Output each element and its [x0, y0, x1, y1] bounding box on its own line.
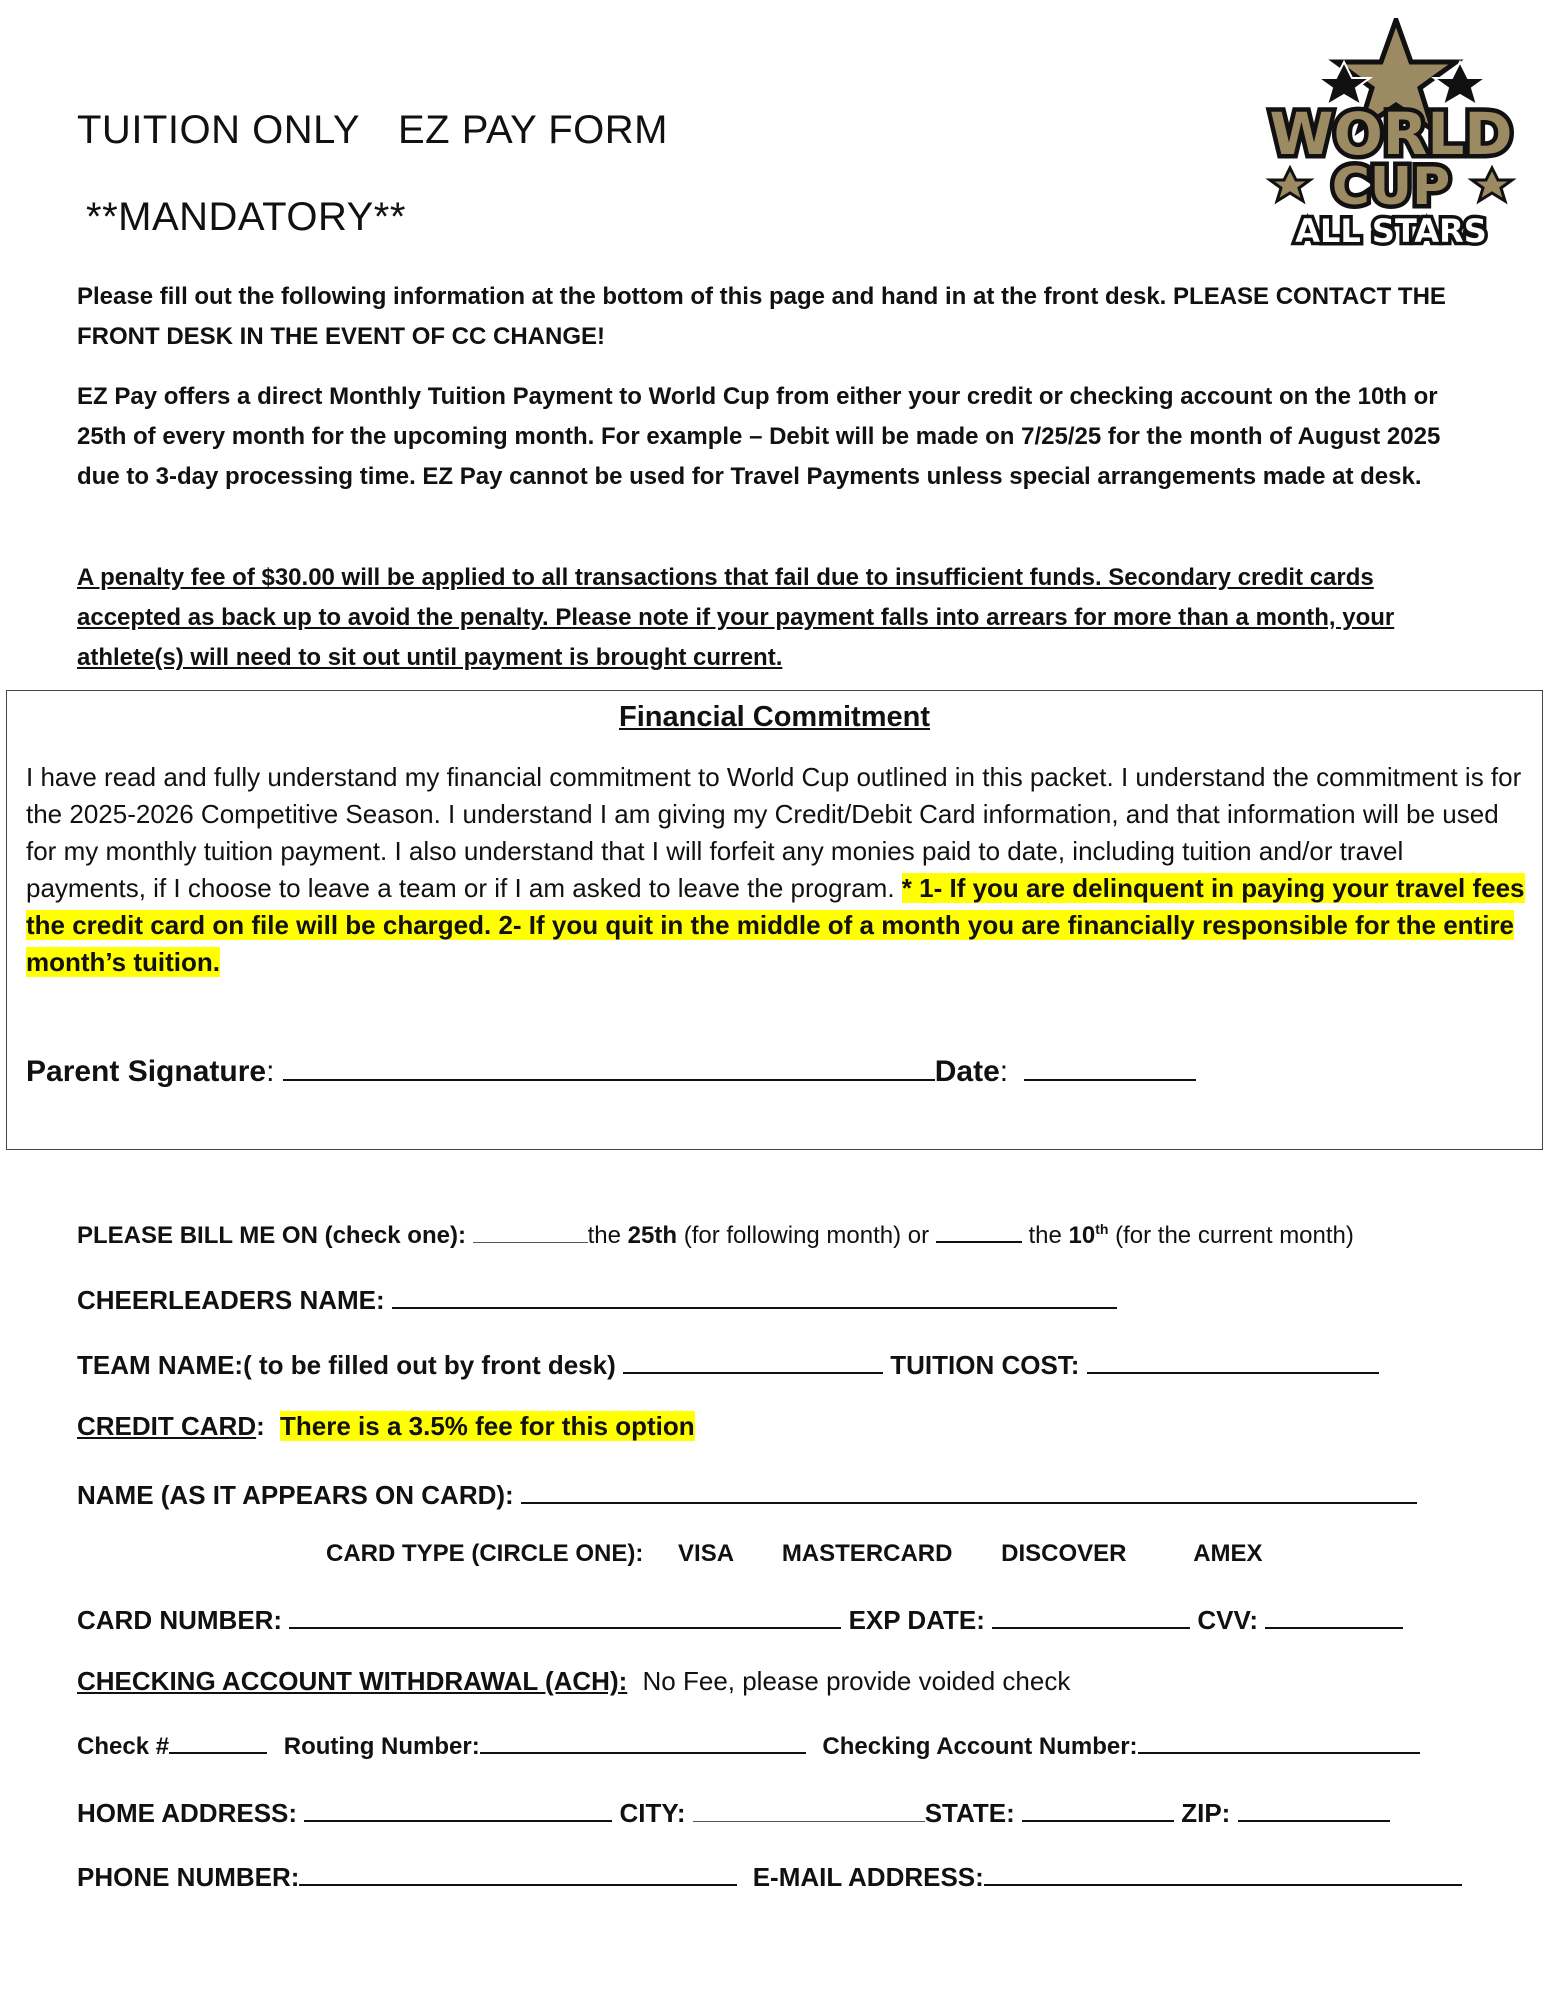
cvv-field[interactable] — [1265, 1601, 1403, 1629]
card-type-discover[interactable]: DISCOVER — [1001, 1540, 1127, 1567]
check-row — [77, 1730, 1420, 1761]
credit-card-row: CREDIT CARD: There is a 3.5% fee for this option — [77, 1411, 695, 1441]
bill-10th-field[interactable] — [936, 1221, 1022, 1243]
bill-label: PLEASE BILL ME ON (check one): — [77, 1222, 466, 1249]
team-name-field[interactable] — [623, 1346, 883, 1374]
phone-number-field[interactable] — [299, 1858, 737, 1886]
cvv-label: CVV: — [1197, 1605, 1259, 1635]
card-type-row — [326, 1540, 1263, 1568]
ach-row — [77, 1666, 1070, 1697]
financial-commitment-text — [26, 759, 1526, 981]
card-type-mastercard[interactable]: MASTERCARD — [781, 1540, 953, 1567]
team-name-label: TEAM NAME:( to be filled out by front desk) — [77, 1350, 616, 1380]
logo-word-3: ALL STARS — [1295, 212, 1487, 250]
intro-paragraph-2: EZ Pay offers a direct Monthly Tuition Payment to World Cup from either your credit or checking account on the 10th or 25th of every month for the upcoming month. For example – Debit will be made on 7/25/25 for the month of August 2025 due to 3-day processing time. EZ Pay cannot be used for Travel Payments unless special arrangements made at desk. — [77, 383, 1441, 490]
credit-card-fee-note: There is a 3.5% fee for this option — [280, 1411, 695, 1441]
form-title-left: TUITION ONLY — [77, 108, 361, 152]
check-number-field[interactable] — [169, 1730, 267, 1754]
date-field[interactable] — [1024, 1053, 1196, 1081]
check-number-label: Check # — [77, 1733, 170, 1760]
contact-row — [77, 1858, 1462, 1893]
card-number-field[interactable] — [289, 1601, 841, 1629]
mandatory-label: **MANDATORY** — [86, 195, 406, 239]
bill-row: PLEASE BILL ME ON (check one): the 25th (for following month) or the 10th (for the current month) — [77, 1221, 1354, 1249]
card-number-row — [77, 1601, 1403, 1636]
routing-number-field[interactable] — [480, 1730, 806, 1754]
cheerleader-name-label: CHEERLEADERS NAME: — [77, 1285, 385, 1315]
ach-note: No Fee, please provide voided check — [642, 1666, 1071, 1696]
commitment-highlight: * 1- If you are delinquent in paying your travel fees the credit card on file will be charged. 2- If you quit in the middle of a month you are financially responsible for the entire month’s tuition. — [26, 873, 1525, 977]
card-type-label: CARD TYPE (CIRCLE ONE): — [326, 1540, 644, 1567]
world-cup-all-stars-logo — [1260, 18, 1522, 250]
financial-commitment-title: Financial Commitment — [619, 701, 930, 733]
name-on-card-label: NAME (AS IT APPEARS ON CARD): — [77, 1480, 514, 1510]
form-title-right: EZ PAY FORM — [398, 108, 668, 152]
home-address-label: HOME ADDRESS: — [77, 1798, 298, 1828]
logo-word-2: CUP — [1331, 157, 1451, 217]
parent-signature-label: Parent Signature — [26, 1055, 267, 1088]
home-address-field[interactable] — [304, 1794, 612, 1822]
zip-label: ZIP: — [1181, 1798, 1231, 1828]
phone-number-label: PHONE NUMBER: — [77, 1862, 300, 1892]
credit-card-label: CREDIT CARD — [77, 1411, 257, 1441]
card-type-visa[interactable]: VISA — [678, 1540, 734, 1567]
penalty-paragraph: A penalty fee of $30.00 will be applied to all transactions that fail due to insufficient funds. Secondary credit cards accepted as back up to avoid the penalty. Please note if your payment falls into arrears for more than a month, your athlete(s) will need to sit out until payment is brought current. — [77, 564, 1395, 671]
tuition-cost-label: TUITION COST: — [890, 1350, 1080, 1380]
city-label: CITY: — [619, 1798, 686, 1828]
state-label: STATE: — [924, 1798, 1015, 1828]
state-field[interactable] — [1022, 1794, 1174, 1822]
tuition-cost-field[interactable] — [1087, 1346, 1379, 1374]
commitment-body: I have read and fully understand my financial commitment to World Cup outlined in this packet. I understand the commitment is for the 2025-2026 Competitive Season. I understand I am giving my Credit/Debit Card information, and that information will be used for my monthly tuition payment. I also understand that I will forfeit any monies paid to date, including tuition and/or travel payments, if I choose to leave a team or if I am asked to leave the program. — [26, 762, 1522, 903]
cheerleader-row — [77, 1281, 1117, 1316]
name-on-card-field[interactable] — [521, 1476, 1417, 1504]
checking-account-field[interactable] — [1138, 1730, 1420, 1754]
signature-row: Parent Signature: Date: — [26, 1053, 1196, 1089]
team-row — [77, 1346, 1379, 1381]
bill-25th-field[interactable] — [473, 1220, 588, 1243]
logo-word-1: WORLD — [1269, 100, 1513, 168]
city-field[interactable] — [693, 1799, 925, 1822]
cheerleader-name-field[interactable] — [392, 1281, 1117, 1309]
address-row — [77, 1794, 1390, 1829]
exp-date-field[interactable] — [992, 1601, 1190, 1629]
card-number-label: CARD NUMBER: — [77, 1605, 283, 1635]
name-on-card-row — [77, 1476, 1417, 1511]
email-address-field[interactable] — [984, 1858, 1462, 1886]
checking-account-label: Checking Account Number: — [822, 1733, 1138, 1760]
ach-label: CHECKING ACCOUNT WITHDRAWAL (ACH): — [77, 1666, 628, 1696]
exp-date-label: EXP DATE: — [848, 1605, 985, 1635]
parent-signature-field[interactable] — [283, 1053, 935, 1081]
routing-number-label: Routing Number: — [283, 1733, 480, 1760]
intro-paragraph-1: Please fill out the following information at the bottom of this page and hand in at the front desk. PLEASE CONTACT THE FRONT DESK IN THE EVENT OF CC CHANGE! — [77, 283, 1446, 350]
zip-field[interactable] — [1238, 1794, 1390, 1822]
card-type-amex[interactable]: AMEX — [1193, 1540, 1263, 1567]
date-label: Date — [934, 1055, 1000, 1088]
financial-commitment-box — [6, 690, 1543, 1150]
email-address-label: E-MAIL ADDRESS: — [752, 1862, 984, 1892]
